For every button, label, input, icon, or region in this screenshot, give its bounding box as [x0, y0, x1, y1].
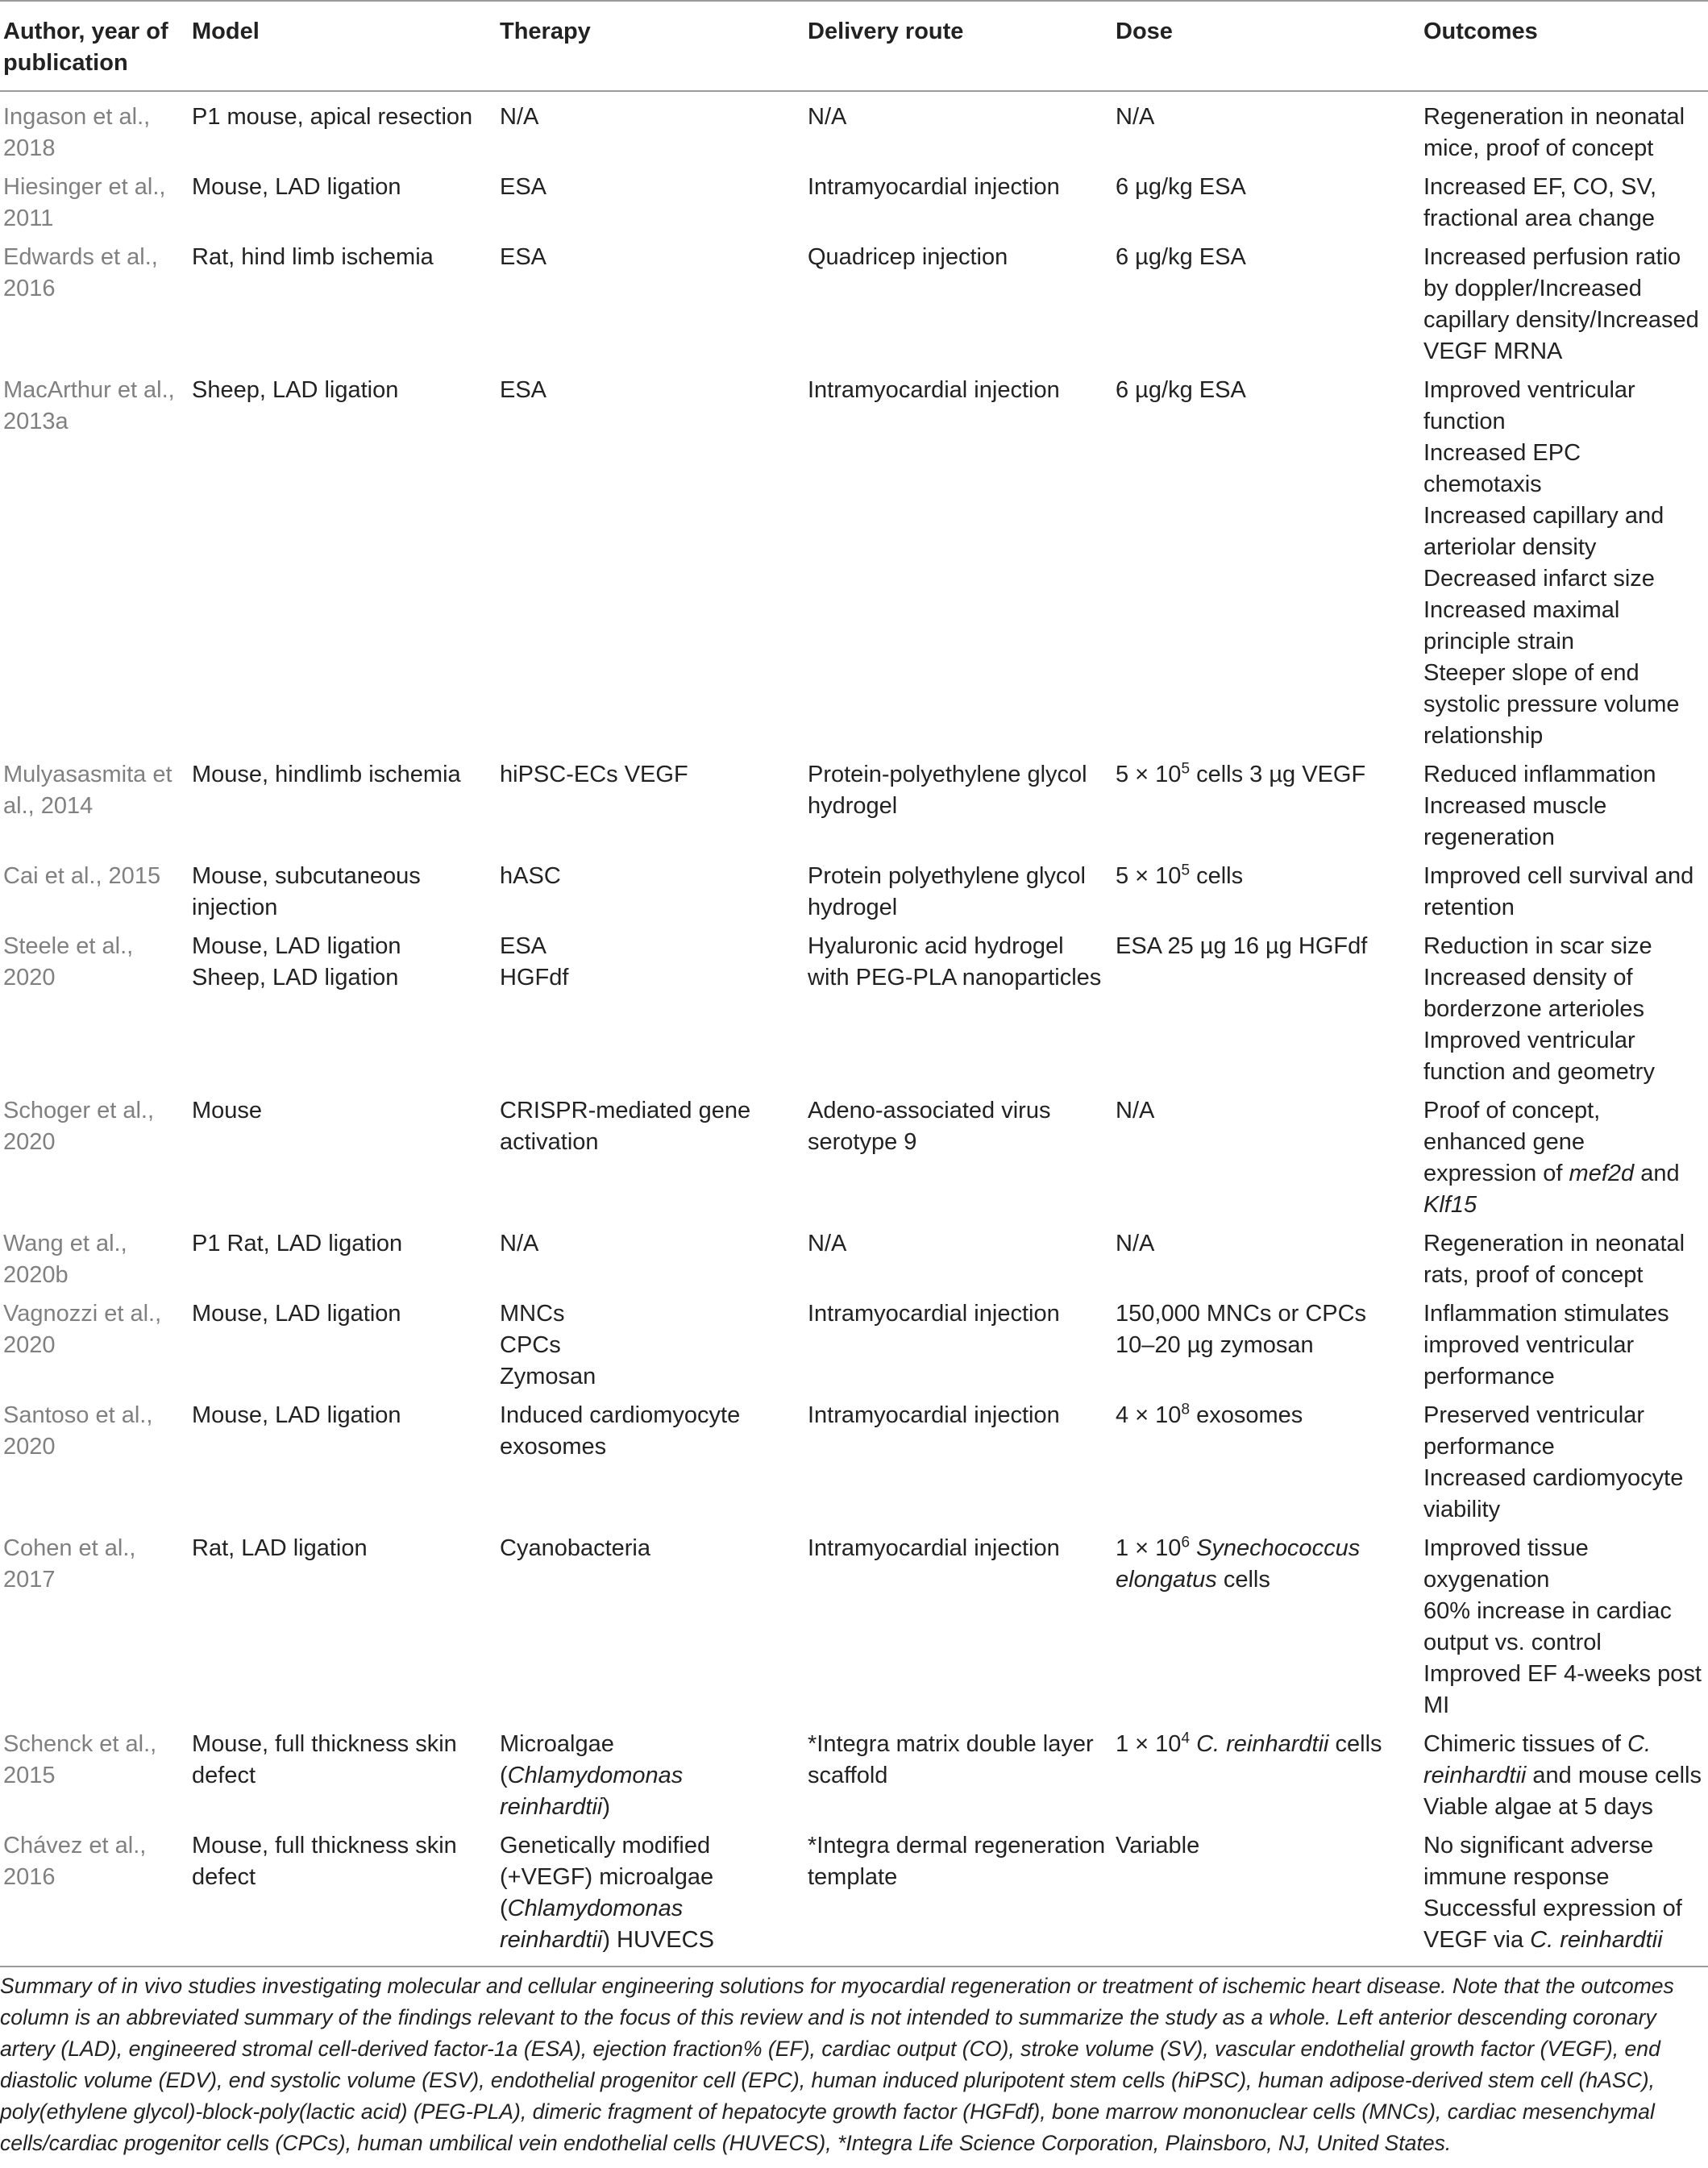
table-body	[0, 91, 1708, 1967]
cell-author: MacArthur et al., 2013a	[3, 377, 175, 434]
cell-outcomes: Preserved ventricular performance Increased cardiomyocyte viability	[1423, 1402, 1684, 1522]
cell-outcomes: Improved ventricular function Increased EPC chemotaxis Increased capillary and arteriolar density Decreased infarct size Increased maximal principle strain Steeper slope of end systolic pressure volume relationship	[1423, 377, 1680, 749]
cell-therapy: N/A	[500, 104, 539, 130]
cell-dose: 6 µg/kg ESA	[1116, 244, 1246, 270]
cell-author: Ingason et al., 2018	[3, 104, 151, 161]
cell-outcomes: Increased perfusion ratio by doppler/Increased capillary density/Increased VEGF MRNA	[1423, 244, 1699, 364]
table-row	[0, 1827, 1708, 1967]
cell-route: N/A	[808, 104, 847, 130]
cell-dose: N/A	[1116, 104, 1155, 130]
cell-dose: $5 \times 10^5$ cells 3 µg VEGF	[1116, 760, 1366, 787]
cell-author: Santoso et al., 2020	[3, 1402, 153, 1460]
table-header	[0, 1, 1708, 91]
cell-therapy: ESA	[500, 174, 547, 200]
table-caption: Summary of in vivo studies investigating molecular and cellular engineering solutions for myocardial regeneration or treatment of ischemic heart disease. Note that the outcomes column is an abbreviated summary of the findings relevant to the focus of this review and is not intended to summarize the study as a whole. Left anterior descending coronary artery (LAD), engineered stromal cell-derived factor-1a (ESA), ejection fraction% (EF), cardiac output (CO), stroke volume (SV), vascular endothelial growth factor (VEGF), end diastolic volume (EDV), end systolic volume (ESV), endothelial progenitor cell (EPC), human induced pluripotent stem cells (hiPSC), human adipose-derived stem cell (hASC), poly(ethylene glycol)-block-poly(lactic acid) (PEG-PLA), dimeric fragment of hepatocyte growth factor (HGFdf), bone marrow mononuclear cells (MNCs), cardiac mesenchymal cells/cardiac progenitor cells (CPCs), human umbilical vein endothelial cells (HUVECS), *Integra Life Science Corporation, Plainsboro, NJ, United States.	[0, 1973, 1674, 2155]
cell-author: Schoger et al., 2020	[3, 1098, 154, 1155]
cell-dose: $1 \times 10^4$ C. reinhardtii cells	[1116, 1730, 1382, 1757]
cell-outcomes: Chimeric tissues of C. reinhardtii and mouse cells Viable algae at 5 days	[1423, 1731, 1702, 1820]
cell-author: Schenck et al., 2015	[3, 1731, 157, 1788]
cell-therapy: Genetically modified (+VEGF) microalgae (Chlamydomonas reinhardtii) HUVECS	[500, 1833, 714, 1953]
cell-author: Mulyasasmita et al., 2014	[3, 762, 172, 819]
table-row	[0, 1397, 1708, 1530]
cell-therapy: Induced cardiomyocyte exosomes	[500, 1402, 741, 1460]
cell-route: Intramyocardial injection	[808, 1535, 1060, 1561]
cell-model: Mouse, LAD ligation	[192, 1301, 401, 1327]
cell-model: Mouse, LAD ligation	[192, 174, 401, 200]
cell-model: Mouse, hindlimb ischemia	[192, 762, 461, 787]
cell-therapy: Cyanobacteria	[500, 1535, 650, 1561]
cell-therapy: MNCs CPCs Zymosan	[500, 1301, 596, 1389]
header-model: Model	[192, 19, 260, 44]
header-outcomes: Outcomes	[1423, 19, 1538, 44]
cell-author: Wang et al., 2020b	[3, 1231, 127, 1288]
table-row	[0, 1092, 1708, 1225]
cell-dose: 150,000 MNCs or CPCs 10–20 µg zymosan	[1116, 1301, 1367, 1358]
cell-outcomes: No significant adverse immune response Successful expression of VEGF via C. reinhardtii	[1423, 1833, 1682, 1953]
cell-therapy: hASC	[500, 863, 561, 889]
cell-outcomes: Proof of concept, enhanced gene expression of mef2d and Klf15	[1423, 1098, 1680, 1218]
cell-outcomes: Improved cell survival and retention	[1423, 863, 1694, 920]
cell-outcomes: Regeneration in neonatal rats, proof of concept	[1423, 1231, 1685, 1288]
cell-dose: 6 µg/kg ESA	[1116, 174, 1246, 200]
cell-route: Quadricep injection	[808, 244, 1008, 270]
cell-dose: ESA 25 µg 16 µg HGFdf	[1116, 933, 1368, 959]
cell-therapy: ESA HGFdf	[500, 933, 569, 991]
header-therapy: Therapy	[500, 19, 591, 44]
cell-therapy: ESA	[500, 377, 547, 403]
cell-route: Intramyocardial injection	[808, 1301, 1060, 1327]
cell-model: Mouse, full thickness skin defect	[192, 1833, 457, 1890]
cell-model: Rat, LAD ligation	[192, 1535, 368, 1561]
cell-route: Intramyocardial injection	[808, 377, 1060, 403]
cell-outcomes: Inflammation stimulates improved ventricular performance	[1423, 1301, 1669, 1389]
cell-model: Mouse, LAD ligation	[192, 1402, 401, 1428]
cell-dose: N/A	[1116, 1231, 1155, 1256]
cell-author: Vagnozzi et al., 2020	[3, 1301, 162, 1358]
cell-route: *Integra matrix double layer scaffold	[808, 1731, 1094, 1788]
cell-therapy: N/A	[500, 1231, 539, 1256]
cell-therapy: ESA	[500, 244, 547, 270]
table-row	[0, 1530, 1708, 1726]
table-row	[0, 1225, 1708, 1295]
header-dose: Dose	[1116, 19, 1173, 44]
cell-model: Mouse, subcutaneous injection	[192, 863, 421, 920]
cell-model: Rat, hind limb ischemia	[192, 244, 434, 270]
cell-route: Hyaluronic acid hydrogel with PEG-PLA nanoparticles	[808, 933, 1102, 991]
cell-author: Edwards et al., 2016	[3, 244, 158, 301]
cell-outcomes: Increased EF, CO, SV, fractional area change	[1423, 174, 1657, 231]
table-row	[0, 1726, 1708, 1827]
cell-outcomes: Improved tissue oxygenation 60% increase in cardiac output vs. control Improved EF 4-weeks post MI	[1423, 1535, 1702, 1718]
cell-dose: $4 \times 10^8$ exosomes	[1116, 1401, 1303, 1428]
cell-outcomes: Regeneration in neonatal mice, proof of concept	[1423, 104, 1685, 161]
cell-route: Intramyocardial injection	[808, 1402, 1060, 1428]
cell-route: Protein polyethylene glycol hydrogel	[808, 863, 1086, 920]
cell-model: Mouse	[192, 1098, 263, 1123]
header-author-year: Author, year of publication	[3, 19, 168, 76]
cell-author: Steele et al., 2020	[3, 933, 134, 991]
table-row	[0, 1295, 1708, 1397]
table-row	[0, 239, 1708, 372]
cell-model: Sheep, LAD ligation	[192, 377, 399, 403]
cell-route: N/A	[808, 1231, 847, 1256]
cell-route: Protein-polyethylene glycol hydrogel	[808, 762, 1087, 819]
cell-dose: $5 \times 10^5$ cells	[1116, 862, 1244, 889]
cell-model: Mouse, full thickness skin defect	[192, 1731, 457, 1788]
header-delivery-route: Delivery route	[808, 19, 964, 44]
cell-author: Cai et al., 2015	[3, 863, 161, 889]
table-row	[0, 91, 1708, 168]
cell-dose: $1 \times 10^6$ Synechococcus elongatus cells	[1116, 1534, 1361, 1593]
table-row	[0, 928, 1708, 1092]
cell-model: P1 mouse, apical resection	[192, 104, 473, 130]
header-row	[0, 1, 1708, 91]
table-row	[0, 372, 1708, 756]
cell-dose: Variable	[1116, 1833, 1200, 1859]
cell-dose: N/A	[1116, 1098, 1155, 1123]
cell-model: Mouse, LAD ligation Sheep, LAD ligation	[192, 933, 401, 991]
cell-outcomes: Reduction in scar size Increased density of borderzone arterioles Improved ventricular function and geometry	[1423, 933, 1655, 1085]
cell-author: Cohen et al., 2017	[3, 1535, 136, 1593]
cell-therapy: Microalgae (Chlamydomonas reinhardtii)	[500, 1731, 684, 1820]
table-row	[0, 858, 1708, 928]
cell-model: P1 Rat, LAD ligation	[192, 1231, 403, 1256]
cell-route: Intramyocardial injection	[808, 174, 1060, 200]
cell-therapy: CRISPR-mediated gene activation	[500, 1098, 751, 1155]
table-row	[0, 168, 1708, 239]
cell-therapy: hiPSC-ECs VEGF	[500, 762, 688, 787]
cell-outcomes: Reduced inflammation Increased muscle regeneration	[1423, 762, 1656, 850]
cell-route: Adeno-associated virus serotype 9	[808, 1098, 1051, 1155]
cell-route: *Integra dermal regeneration template	[808, 1833, 1106, 1890]
table-row	[0, 756, 1708, 858]
cell-dose: 6 µg/kg ESA	[1116, 377, 1246, 403]
cell-author: Hiesinger et al., 2011	[3, 174, 166, 231]
cell-author: Chávez et al., 2016	[3, 1833, 147, 1890]
